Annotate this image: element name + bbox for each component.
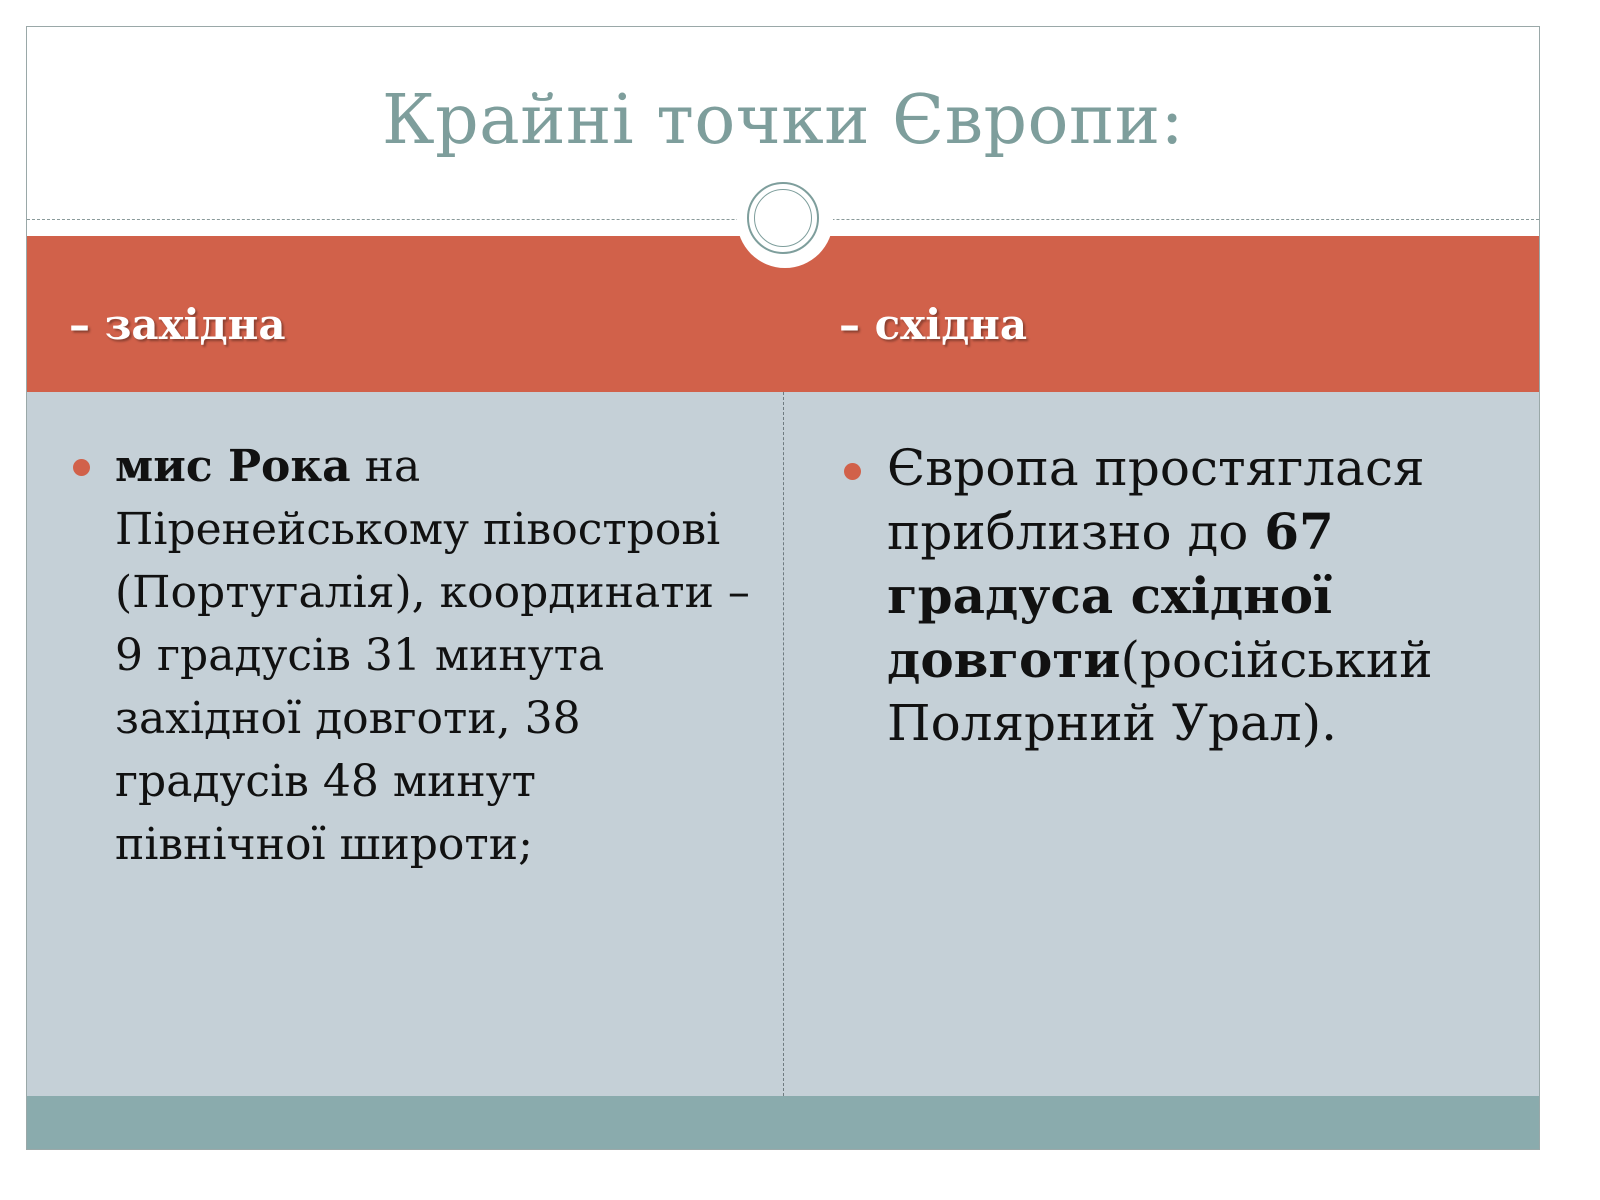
bullet-icon	[73, 459, 90, 476]
east-point-text	[887, 437, 1527, 755]
emblem-inner-ring	[754, 189, 812, 247]
west-point-description: на Піренейському півострові (Португалія), координати – 9 градусів 31 минута західної довготи, 38 градусів 48 минут північної широти;	[115, 441, 750, 870]
circle-emblem-icon	[737, 172, 833, 268]
emblem-outer-ring	[747, 182, 819, 254]
west-point-name: мис Рока	[115, 441, 351, 492]
east-point-intro: Європа простяглася приблизно до	[887, 439, 1425, 561]
slide-title: Крайні точки Європи:	[382, 81, 1184, 160]
column-heading-west: – західна	[69, 300, 286, 349]
east-point-longitude: 67 градуса східної довготи	[887, 502, 1334, 689]
footer-band	[27, 1096, 1539, 1150]
east-point-location: (російський Полярний Урал).	[887, 631, 1433, 752]
column-divider	[783, 392, 784, 1096]
column-heading-east: – східна	[839, 300, 1028, 349]
bullet-icon	[844, 463, 861, 480]
west-point-text	[115, 435, 755, 876]
slide	[26, 26, 1540, 1150]
